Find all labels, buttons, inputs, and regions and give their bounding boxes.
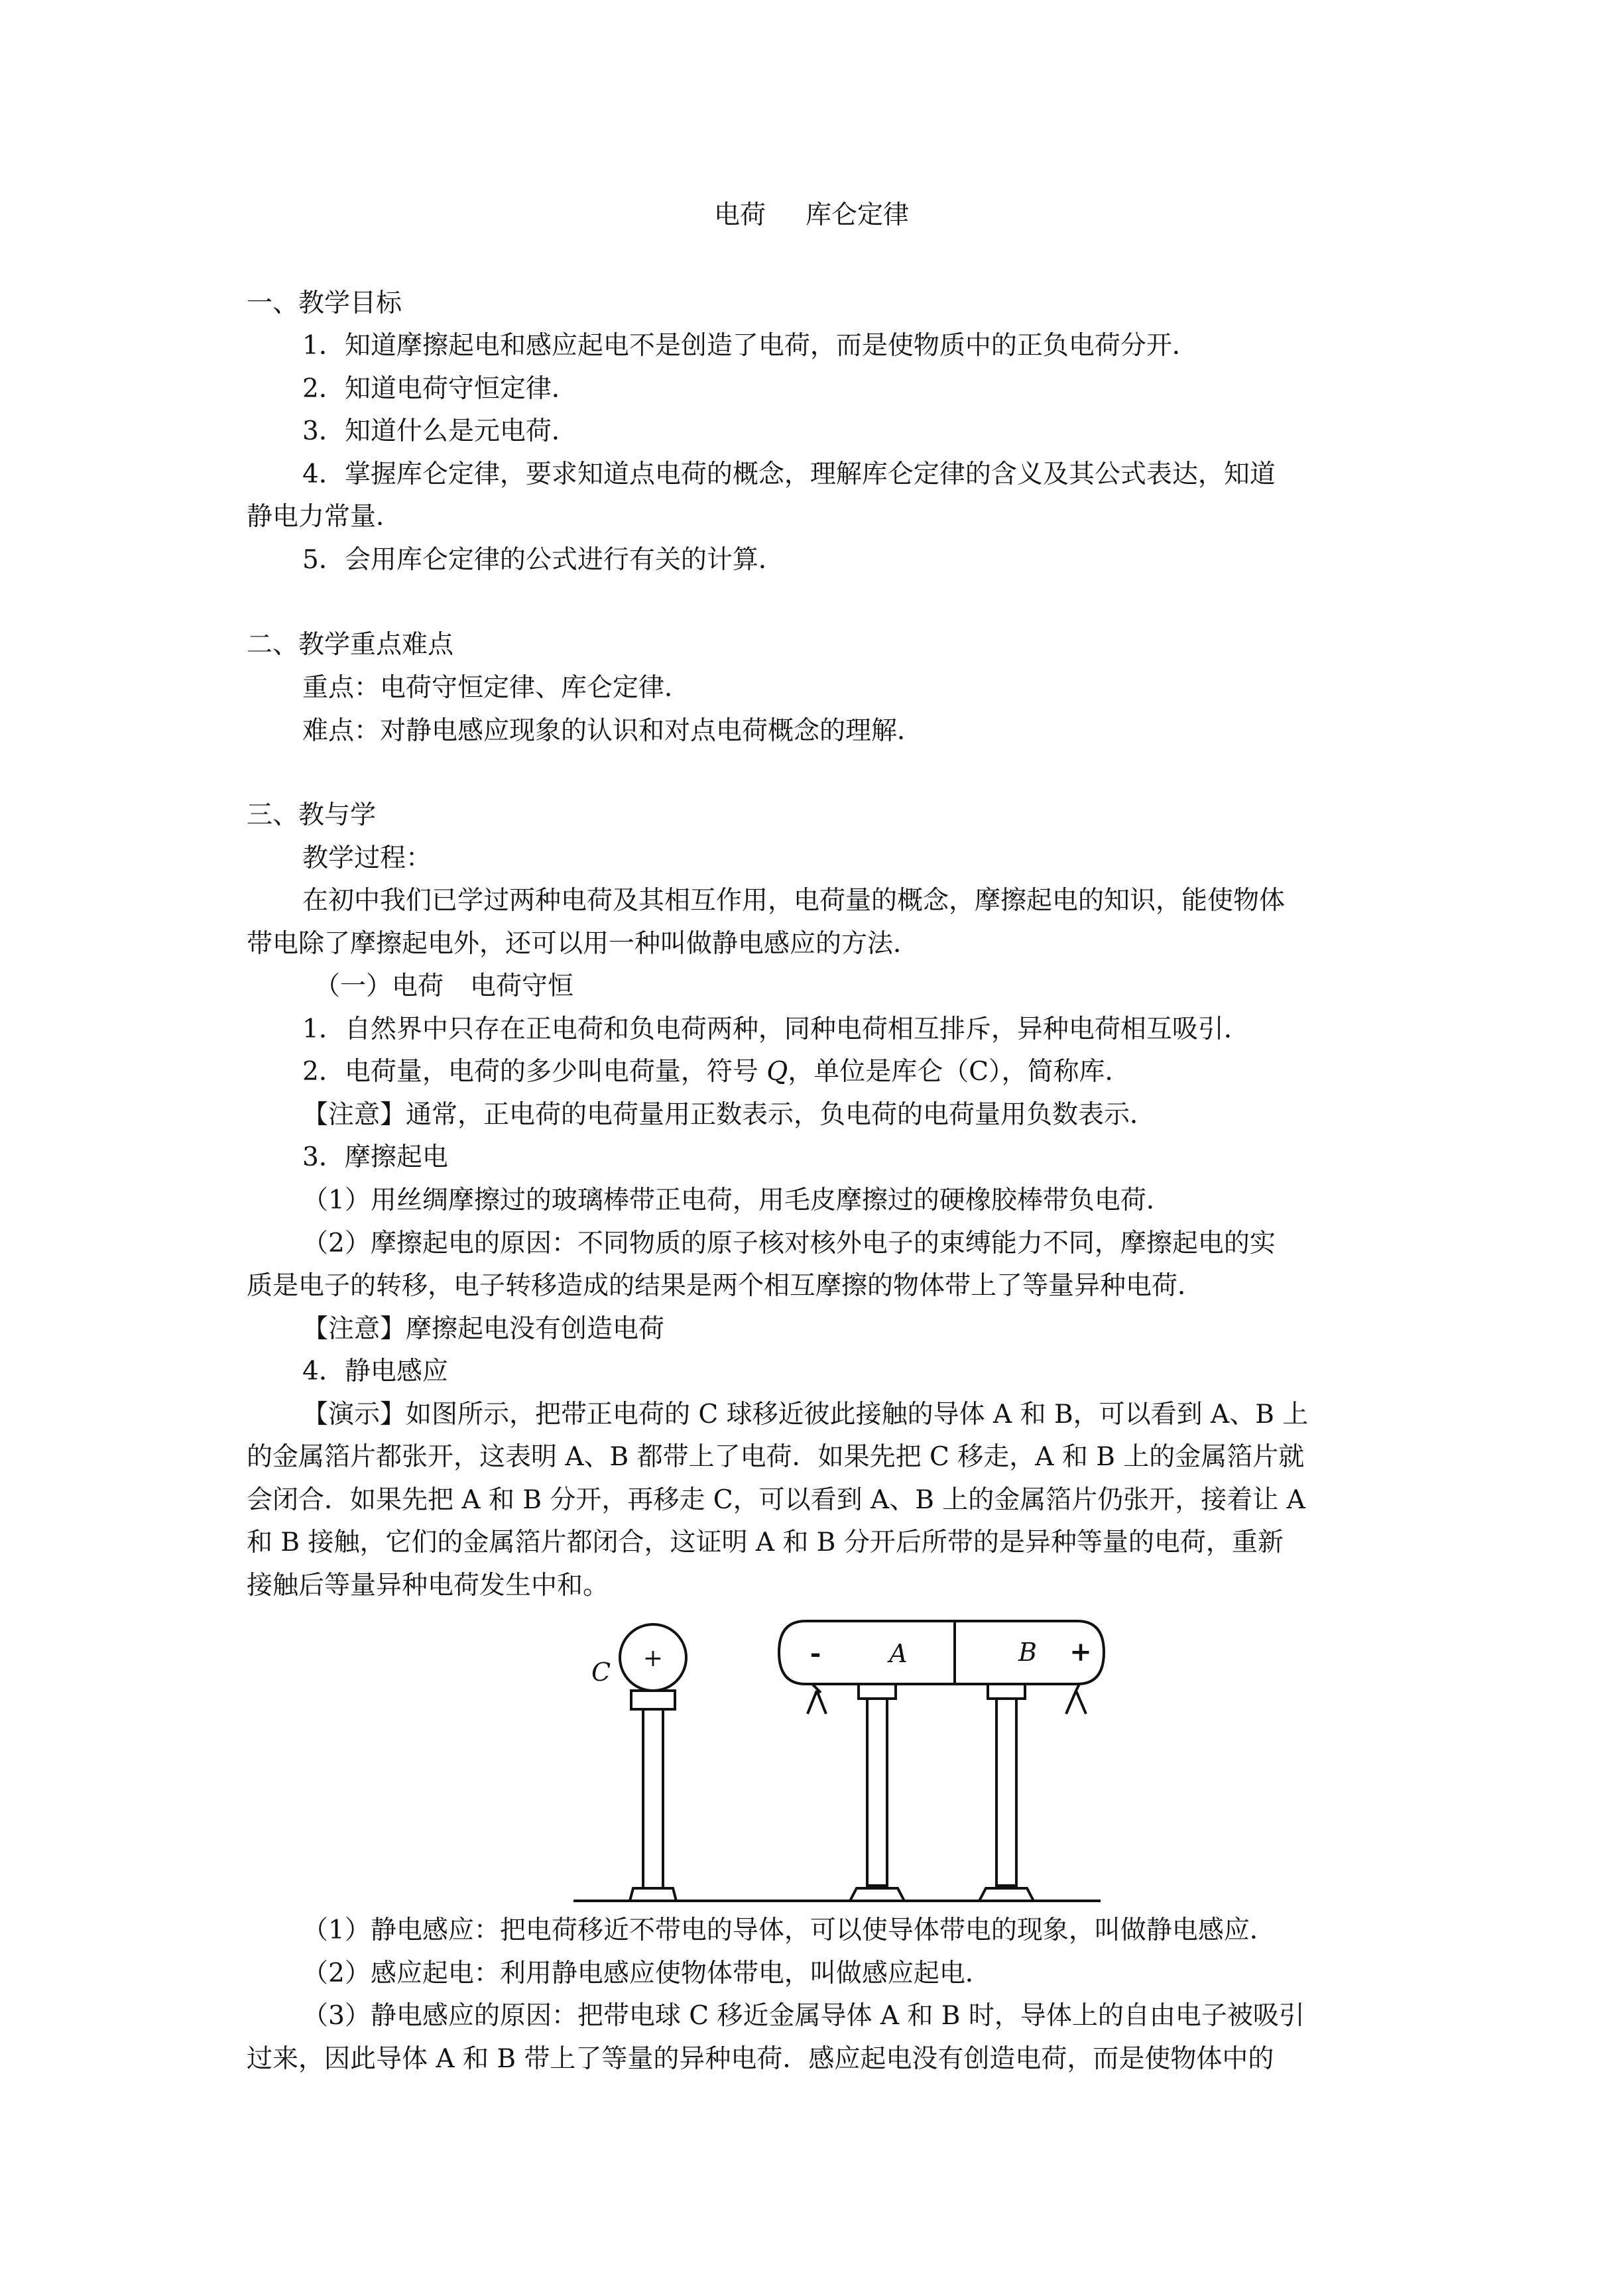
after-line-2: （2）感应起电：利用静电感应使物体带电，叫做感应起电． [302,1959,991,1988]
sign-b-plus: + [1069,1636,1092,1667]
charge-symbol: Q [766,1057,788,1087]
note-2: 【注意】摩擦起电没有创造电荷 [302,1314,665,1344]
para-3-1: （1）用丝绸摩擦过的玻璃棒带正电荷，用毛皮摩擦过的硬橡胶棒带负电荷． [302,1185,1172,1215]
subsection-part2: 电荷守恒 [470,971,574,1001]
stand-b [996,1699,1016,1886]
stand-a-cap [859,1684,896,1699]
title-part2: 库仑定律 [806,200,910,230]
note-1: 【注意】通常，正电荷的电荷量用正数表示，负电荷的电荷量用负数表示． [302,1100,1156,1130]
subsection-heading [314,970,573,1003]
demo-line-5: 接触后等量异种电荷发生中和。 [247,1571,609,1601]
process-label: 教学过程： [302,843,432,873]
para-3-2b: 质是电子的转移，电子转移造成的结果是两个相互摩擦的物体带上了等量异种电荷． [247,1271,1204,1301]
label-b: B [1018,1638,1037,1667]
objective-5: 5．会用库仑定律的公式进行有关的计算． [302,545,784,575]
section1-heading: 一、教学目标 [247,288,402,318]
demo-line-4: 和 B 接触，它们的金属箔片都闭合，这证明 A 和 B 分开后所带的是异种等量的电荷，重新 [247,1528,1284,1557]
intro-line-2: 带电除了摩擦起电外，还可以用一种叫做静电感应的方法． [247,929,920,959]
stand-b-base [979,1888,1034,1901]
conductor-ab [779,1621,1104,1684]
focus-point: 重点：电荷守恒定律、库仑定律． [302,673,691,703]
section3-heading: 三、教与学 [247,800,377,830]
foil-b [1066,1691,1086,1714]
subsection-part1: （一）电荷 [314,971,444,1001]
intro-line-1: 在初中我们已学过两种电荷及其相互作用，电荷量的概念，摩擦起电的知识，能使物体 [302,886,1286,916]
difficulty-point: 难点：对静电感应现象的认识和对点电荷概念的理解． [302,716,924,746]
para-3: 3．摩擦起电 [302,1142,448,1172]
sphere-c-base [630,1888,676,1901]
para-2-b: ，单位是库仑（C），简称库． [788,1057,1131,1087]
sign-a-minus: - [810,1638,821,1669]
demo-line-2: 的金属箔片都张开，这表明 A、B 都带上了电荷．如果先把 C 移走，A 和 B 上的金属箔片就 [247,1442,1305,1472]
para-2-a: 2．电荷量，电荷的多少叫电荷量，符号 [302,1057,767,1087]
title-part1: 电荷 [713,200,766,230]
electrostatic-induction-diagram [570,1608,1114,1913]
sign-c-plus: + [642,1645,664,1672]
objective-2: 2．知道电荷守恒定律． [302,374,577,404]
para-2 [302,1056,1131,1089]
after-line-4: 过来，因此导体 A 和 B 带上了等量的异种电荷．感应起电没有创造电荷，而是使物体中的 [247,2044,1274,2074]
stand-a [867,1699,887,1886]
after-line-3: （3）静电感应的原因：把带电球 C 移近金属导体 A 和 B 时，导体上的自由电子被吸引 [302,2001,1305,2031]
objective-3: 3．知道什么是元电荷． [302,416,577,446]
para-1: 1．自然界中只存在正电荷和负电荷两种，同种电荷相互排斥，异种电荷相互吸引． [302,1014,1250,1044]
para-3-2a: （2）摩擦起电的原因：不同物质的原子核对核外电子的束缚能力不同，摩擦起电的实 [302,1229,1276,1258]
stand-b-cap [988,1684,1025,1699]
objective-1: 1．知道摩擦起电和感应起电不是创造了电荷，而是使物质中的正负电荷分开． [302,331,1198,361]
stand-a-base [850,1888,904,1901]
demo-line-3: 会闭合．如果先把 A 和 B 分开，再移走 C，可以看到 A、B 上的金属箔片仍张开，接着让 A [247,1485,1305,1515]
section2-heading: 二、教学重点难点 [247,630,454,660]
demo-line-1: 【演示】如图所示，把带正电荷的 C 球移近彼此接触的导体 A 和 B，可以看到 A、B 上 [302,1400,1309,1429]
label-a: A [889,1639,908,1668]
sphere-c-cap [631,1691,675,1709]
after-line-1: （1）静电感应：把电荷移近不带电的导体，可以使导体带电的现象，叫做静电感应． [302,1915,1276,1945]
para-4: 4．静电感应 [302,1357,448,1386]
foil-a [808,1691,826,1714]
label-c: C [591,1658,611,1687]
page-title [0,199,1623,232]
objective-4: 4．掌握库仑定律，要求知道点电荷的概念，理解库仑定律的含义及其公式表达，知道 [302,459,1276,489]
objective-4-cont: 静电力常量． [247,502,402,532]
sphere-c-stand [643,1709,663,1888]
